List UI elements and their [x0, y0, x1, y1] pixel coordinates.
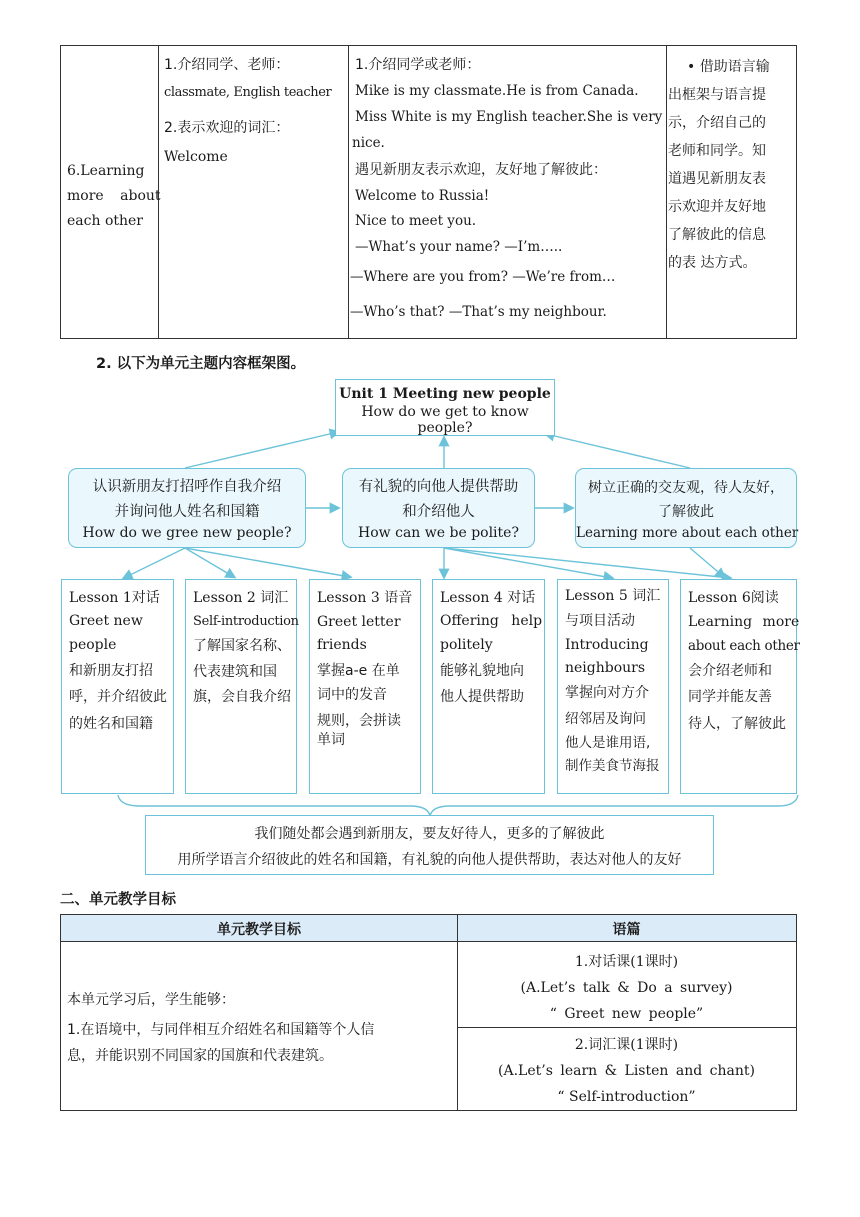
- lesson-line: 待人，了解彼此: [688, 716, 786, 732]
- lesson-line: Greet new: [69, 613, 143, 629]
- diagram-summary-box: [145, 815, 714, 875]
- goal-line: 息，并能识别不同国家的国旗和代表建筑。: [67, 1048, 333, 1064]
- goal-line: 1.在语境中，与同伴相互介绍姓名和国籍等个人信: [67, 1022, 375, 1038]
- theme-line: 有礼貌的向他人提供帮助: [358, 479, 519, 495]
- lesson-line: 掌握向对方介: [565, 685, 649, 701]
- sentence-line: —Who’s that? —That’s my neighbour.: [350, 304, 607, 320]
- theme-line: 并询问他人姓名和国籍: [114, 504, 260, 520]
- unit-question: How do we get to know people?: [361, 404, 529, 436]
- vocab-line: 1.介绍同学、老师：: [164, 57, 290, 73]
- section-goals-title: 二、单元教学目标: [60, 892, 176, 908]
- theme-line: How can we be polite?: [358, 525, 519, 541]
- lesson-box-2: [185, 579, 297, 794]
- diagram-theme-box-1: [68, 468, 306, 548]
- lesson-line: 制作美食节海报: [565, 758, 660, 774]
- objective-line: 的表 达方式。: [668, 255, 757, 271]
- lesson-line: Self-introduction: [193, 614, 299, 629]
- objective-line: 老师和同学。知: [668, 143, 766, 159]
- lesson-line: Lesson 2 词汇: [193, 590, 289, 606]
- lesson-line: 的姓名和国籍: [69, 716, 153, 732]
- topic-line: each other: [67, 213, 143, 229]
- theme-line: 认识新朋友打招呼作自我介绍: [92, 479, 282, 495]
- theme-line: 和介绍他人: [402, 504, 475, 520]
- lesson-line: Introducing: [565, 637, 649, 653]
- sentence-line: Nice to meet you.: [355, 213, 477, 229]
- text-line: 2.词汇课(1课时): [574, 1037, 679, 1053]
- lesson-line: 了解国家名称、: [193, 638, 291, 654]
- vocab-line: Welcome: [164, 149, 228, 165]
- lesson-line: 与项目活动: [565, 613, 635, 629]
- lesson-line: 呼，并介绍彼此: [69, 689, 167, 705]
- goals-table-header: [61, 915, 796, 942]
- lesson-line: 他人提供帮助: [440, 689, 524, 705]
- lesson-line: 同学并能友善: [688, 689, 772, 705]
- objective-line: • 借助语言输: [687, 59, 770, 75]
- diagram-theme-box-2: [342, 468, 535, 548]
- row-divider: [457, 1027, 796, 1028]
- theme-line: 了解彼此: [658, 504, 714, 520]
- lesson-line: 旗，会自我介绍: [193, 689, 291, 705]
- objective-line: 示，介绍自己的: [668, 115, 766, 131]
- lesson-line: 规则，会拼读: [317, 713, 401, 729]
- sentence-line: nice.: [352, 135, 385, 151]
- lesson-box-1: [61, 579, 174, 794]
- lesson-line: politely: [440, 637, 493, 653]
- lesson-line: Lesson 1对话: [69, 590, 160, 606]
- diagram-unit-box: [335, 379, 555, 436]
- lesson-box-4: [432, 579, 545, 794]
- sentence-line: Mike is my classmate.He is from Canada.: [355, 83, 639, 99]
- sentence-line: —What’s your name? —I’m…..: [355, 239, 563, 255]
- text-line: 1.对话课(1课时): [574, 954, 679, 970]
- sentence-line: —Where are you from? —We’re from…: [350, 269, 616, 285]
- lesson-line: 单词: [317, 732, 345, 748]
- sentence-line: Miss White is my English teacher.She is very: [355, 109, 663, 125]
- objective-line: 出框架与语言提: [668, 87, 766, 103]
- text-line: “ Self-introduction”: [557, 1089, 696, 1105]
- topic-line: more about: [67, 188, 161, 204]
- section-2-title: 2. 以下为单元主题内容框架图。: [96, 356, 306, 372]
- lesson-line: Lesson 4 对话: [440, 590, 536, 606]
- lesson-box-5: [557, 579, 669, 794]
- lesson-box-3: [309, 579, 421, 794]
- objective-line: 示欢迎并友好地: [668, 199, 766, 215]
- text-line: (A.Let’s learn & Listen and chant): [498, 1063, 755, 1079]
- lesson-line: 和新朋友打招: [69, 663, 153, 679]
- text-line: “ Greet new people”: [549, 1006, 704, 1022]
- objective-line: 道遇见新朋友表: [668, 171, 766, 187]
- sentence-line: 遇见新朋友表示欢迎，友好地了解彼此：: [355, 162, 607, 178]
- lesson-line: 他人是谁用语,: [565, 735, 651, 751]
- theme-line: How do we gree new people?: [82, 525, 292, 541]
- sentence-line: Welcome to Russia!: [355, 188, 490, 204]
- goals-table: [60, 914, 797, 1111]
- lesson-line: 会介绍老师和: [688, 663, 772, 679]
- theme-line: 树立正确的交友观，待人友好，: [588, 480, 784, 496]
- lesson-line: 能够礼貌地向: [440, 663, 524, 679]
- lesson-line: Lesson 6阅读: [688, 590, 779, 606]
- objective-line: 了解彼此的信息: [668, 227, 766, 243]
- diagram-theme-box-3: [575, 468, 797, 548]
- theme-line: Learning more about each other: [576, 525, 799, 541]
- header-texts: 语篇: [612, 922, 641, 938]
- lesson-line: people: [69, 637, 117, 653]
- lesson-line: about each other: [688, 638, 800, 654]
- lesson-line: Lesson 3 语音: [317, 590, 413, 606]
- lesson-line: 代表建筑和国: [193, 664, 277, 680]
- lesson-line: neighbours: [565, 660, 646, 676]
- lesson-line: friends: [317, 637, 367, 653]
- vocab-line: classmate, English teacher: [164, 85, 332, 100]
- lesson-line: Greet letter: [317, 614, 401, 630]
- lesson-box-6: [680, 579, 800, 794]
- lesson-line: Offering help: [440, 613, 543, 629]
- text-cell-2: [457, 1032, 796, 1110]
- goal-line: 本单元学习后，学生能够：: [67, 992, 235, 1008]
- lesson-line: 掌握a-e 在单: [317, 663, 400, 679]
- sentence-line: 1.介绍同学或老师：: [355, 57, 481, 73]
- summary-line: 我们随处都会遇到新朋友，要友好待人，更多的了解彼此: [254, 826, 605, 842]
- text-cell-1: [457, 949, 796, 1027]
- vocab-line: 2.表示欢迎的词汇：: [164, 120, 290, 136]
- text-line: (A.Let’s talk & Do a survey): [520, 980, 733, 996]
- unit-title: Unit 1 Meeting new people: [339, 386, 551, 402]
- topic-line: 6.Learning: [67, 163, 145, 179]
- header-goals: 单元教学目标: [217, 922, 301, 938]
- summary-line: 用所学语言介绍彼此的姓名和国籍，有礼貌的向他人提供帮助，表达对他人的友好: [177, 852, 682, 868]
- lesson-line: Learning more: [688, 614, 800, 630]
- lesson-line: 词中的发音: [317, 687, 387, 703]
- lesson-line: Lesson 5 词汇: [565, 588, 661, 604]
- lesson-line: 绍邻居及询问: [565, 711, 646, 727]
